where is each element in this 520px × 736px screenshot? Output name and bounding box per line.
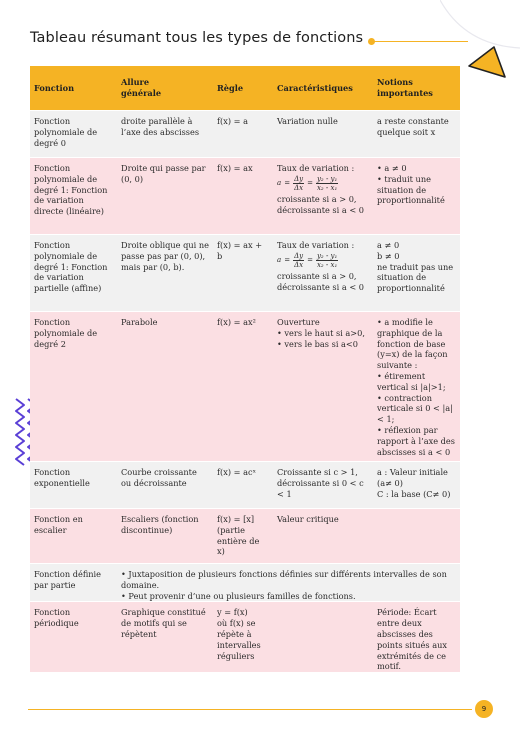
- cell-fonction: Fonction en escalier: [30, 509, 117, 564]
- cell-fonction: Fonction périodique: [30, 602, 117, 672]
- cell-caracteristiques: [273, 602, 373, 672]
- table-row: [30, 462, 460, 509]
- rate-formula: a = $\frac{\Delta y}{\Delta x}$ = $\frac{\text{y₂ - y₁}}{\text{x₂ - x₁}}$: [277, 174, 338, 192]
- cell-notions: a : Valeur initiale (a≠ 0) C : la base (C≠ 0): [373, 462, 460, 509]
- table-row: [30, 564, 460, 602]
- cell-fonction: Fonction polynomiale de degré 0: [30, 111, 117, 158]
- cell-allure: Courbe croissante ou décroissante: [117, 462, 213, 509]
- triangle-icon: [466, 44, 508, 80]
- cell-notions: a ≠ 0 b ≠ 0 ne traduit pas une situation de proportionnalité: [373, 235, 460, 312]
- cell-caracteristiques: Valeur critique: [273, 509, 373, 564]
- header-regle: Règle: [213, 66, 273, 111]
- table-row: [30, 158, 460, 235]
- table-row: [30, 235, 460, 312]
- cell-regle: y = f(x) où f(x) se répète à intervalles réguliers: [213, 602, 273, 672]
- cell-regle: f(x) = [x] (partie entière de x): [213, 509, 273, 564]
- page-title: Tableau résumant tous les types de fonctions: [30, 30, 364, 46]
- table-row: [30, 111, 460, 158]
- footer-line: [28, 709, 472, 710]
- header-caracteristiques: Caractéristiques: [273, 66, 373, 111]
- caract-label: Taux de variation :: [277, 163, 355, 173]
- cell-notions: • a modifie le graphique de la fonction de base (y=x) de la façon suivante : • étirement vertical si |a|>1; • contraction verticale si 0 < |a| < 1; • réflexion par rapport à l’axe des abscisses si a < 0: [373, 312, 460, 462]
- cell-notions: • a ≠ 0 • traduit une situation de proportionnalité: [373, 158, 460, 235]
- cell-caracteristiques: [273, 158, 373, 235]
- page-number-badge: 9: [475, 700, 493, 718]
- cell-fonction: Fonction polynomiale de degré 1: Fonction de variation directe (linéaire): [30, 158, 117, 235]
- cell-allure: Parabole: [117, 312, 213, 462]
- cell-caracteristiques: Croissante si c > 1, décroissante si 0 < c < 1: [273, 462, 373, 509]
- cell-fonction: Fonction exponentielle: [30, 462, 117, 509]
- header-allure: Allure générale: [117, 66, 213, 111]
- cell-regle: f(x) = ax: [213, 158, 273, 235]
- cell-notions: [373, 509, 460, 564]
- table-row: [30, 509, 460, 564]
- cell-allure: Escaliers (fonction discontinue): [117, 509, 213, 564]
- cell-caracteristiques: Ouverture • vers le haut si a>0, • vers le bas si a<0: [273, 312, 373, 462]
- caract-label: Taux de variation :: [277, 240, 355, 250]
- cell-allure: Droite oblique qui ne passe pas par (0, 0), mais par (0, b).: [117, 235, 213, 312]
- table-row: [30, 602, 460, 672]
- cell-allure: droite parallèle à l’axe des abscisses: [117, 111, 213, 158]
- cell-caracteristiques: Variation nulle: [273, 111, 373, 158]
- rate-formula: a = $\frac{\Delta y}{\Delta x}$ = $\frac{\text{y₂ - y₁}}{\text{x₂ - x₁}}$: [277, 251, 338, 269]
- cell-regle: f(x) = a: [213, 111, 273, 158]
- cell-fonction: Fonction polynomiale de degré 1: Fonction de variation partielle (affine): [30, 235, 117, 312]
- table-row: [30, 312, 460, 462]
- cell-notions: Période: Écart entre deux abscisses des points situés aux extrémités de ce motif.: [373, 602, 460, 672]
- caract-variation: croissante si a > 0, décroissante si a < 0: [277, 270, 365, 292]
- caract-variation: croissante si a > 0, décroissante si a < 0: [277, 193, 365, 215]
- cell-fonction: Fonction polynomiale de degré 2: [30, 312, 117, 462]
- cell-fonction: Fonction définie par partie: [30, 564, 117, 602]
- cell-caracteristiques: [273, 235, 373, 312]
- cell-allure: Graphique constitué de motifs qui se répètent: [117, 602, 213, 672]
- cell-regle: f(x) = ax²: [213, 312, 273, 462]
- cell-merged-description: • Juxtaposition de plusieurs fonctions définies sur différents intervalles de son domaine. • Peut provenir d’une ou plusieurs familles de fonctions.: [117, 564, 460, 602]
- cell-notions: a reste constante quelque soit x: [373, 111, 460, 158]
- cell-regle: f(x) = ax + b: [213, 235, 273, 312]
- cell-regle: f(x) = acˣ: [213, 462, 273, 509]
- functions-table: [30, 66, 460, 672]
- header-notions: Notions importantes: [373, 66, 460, 111]
- header-fonction: Fonction: [30, 66, 117, 111]
- table-header-row: [30, 66, 460, 111]
- cell-allure: Droite qui passe par (0, 0): [117, 158, 213, 235]
